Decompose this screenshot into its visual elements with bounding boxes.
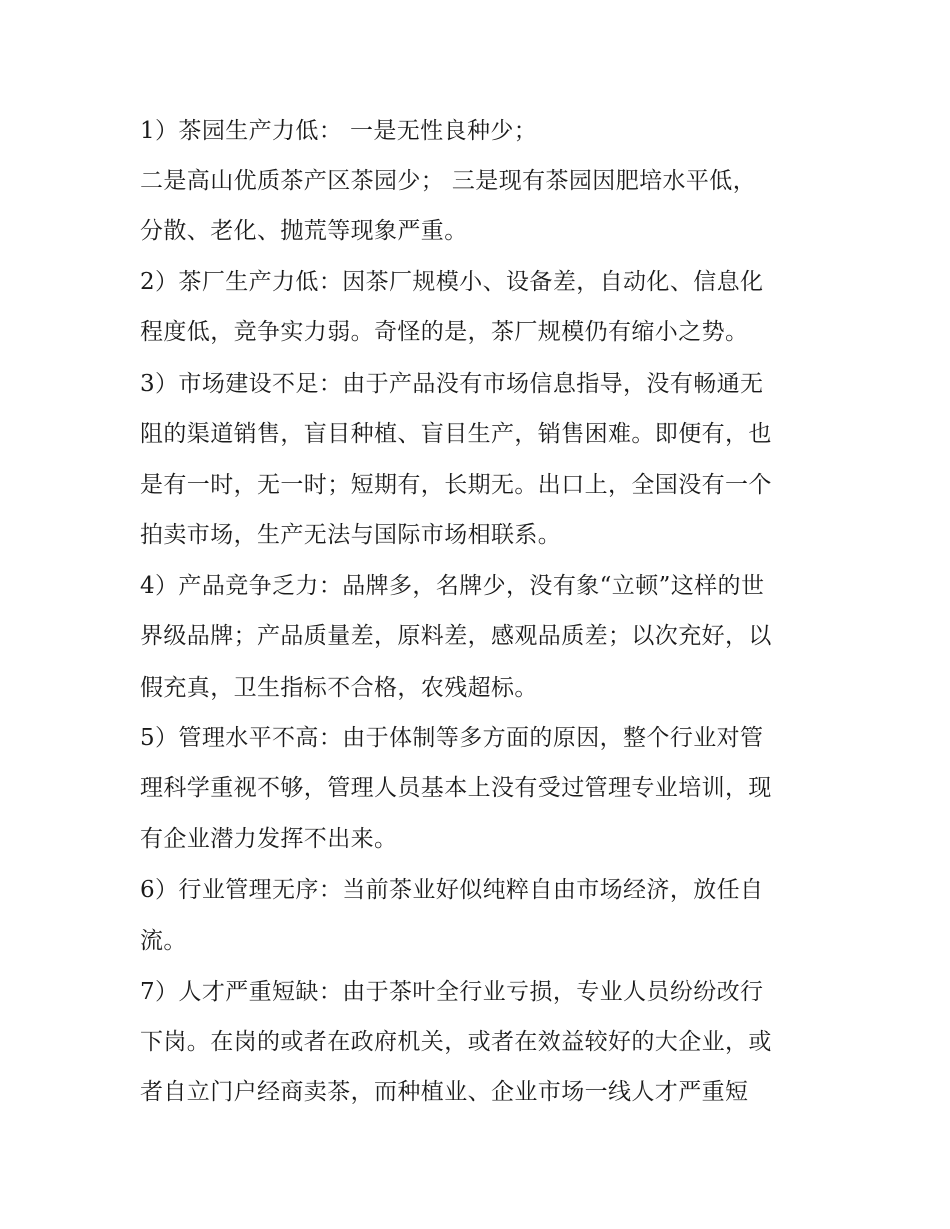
text-line: 5）管理水平不高：由于体制等多方面的原因，整个行业对管 [140, 725, 764, 751]
text-line: 2）茶厂生产力低：因茶厂规模小、设备差，自动化、信息化 [140, 269, 764, 295]
text-line: 3）市场建设不足：由于产品没有市场信息指导，没有畅通无 [140, 371, 764, 397]
text-line: 假充真，卫生指标不合格，农残超标。 [140, 675, 538, 701]
text-line: 是有一时，无一时；短期有，长期无。出口上，全国没有一个 [140, 472, 772, 498]
text-line: 6）行业管理无序：当前茶业好似纯粹自由市场经济，放任自 [140, 877, 764, 903]
text-line: 理科学重视不够，管理人员基本上没有受过管理专业培训，现 [140, 775, 772, 801]
text-line: 有企业潜力发挥不出来。 [140, 826, 398, 852]
text-line: 7）人才严重短缺：由于茶叶全行业亏损，专业人员纷纷改行 [140, 979, 764, 1005]
text-line: 界级品牌；产品质量差，原料差，感观品质差；以次充好，以 [140, 623, 772, 649]
text-line: 二是高山优质茶产区茶园少； 三是现有茶园因肥培水平低， [140, 168, 757, 194]
text-line: 者自立门户经商卖茶，而种植业、企业市场一线人才严重短 [140, 1079, 749, 1105]
text-line: 下岗。在岗的或者在政府机关，或者在效益较好的大企业，或 [140, 1029, 772, 1055]
text-line: 4）产品竞争乏力：品牌多，名牌少，没有象“立顿”这样的世 [140, 573, 765, 599]
text-line: 阻的渠道销售，盲目种植、盲目生产，销售困难。即便有，也 [140, 421, 772, 447]
text-line: 程度低，竞争实力弱。奇怪的是，茶厂规模仍有缩小之势。 [140, 319, 749, 345]
text-line: 1）茶园生产力低： 一是无性良种少； [140, 118, 538, 144]
text-line: 流。 [140, 928, 187, 954]
text-line: 分散、老化、抛荒等现象严重。 [140, 218, 468, 244]
text-line: 拍卖市场，生产无法与国际市场相联系。 [140, 522, 562, 548]
